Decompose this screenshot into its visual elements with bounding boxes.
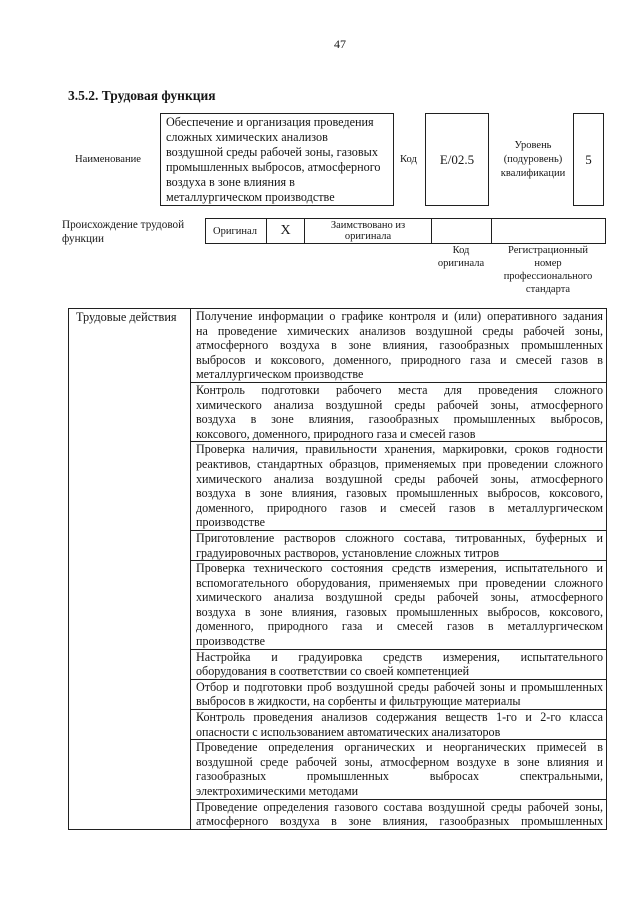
function-code-value: E/02.5 [439,151,475,167]
text-line: атмосферного воздуха в зоне влияния, газообразных промышленных [196,814,603,829]
text-line: Проверка технического состояния средств измерения, испытательного и [196,561,603,576]
text-line: выбросов в жидкости, на сорбенты и фильтрующие материалы [196,694,521,709]
page-number: 47 [334,37,346,51]
text-line: коксового, доменного, природного газа и смесей газов [196,426,476,441]
text-line: оригинала [344,231,392,242]
text-line: реактивов, стандартных образцов, применяемых при проведении сложного [196,456,603,471]
text-line: атмосферного воздуха в зоне влияния, газообразных промышленных [196,338,603,353]
text-line: металлургическом производстве [166,190,335,204]
labor-action-text [191,561,607,650]
text-line: производстве [196,634,265,649]
text-line: Контроль подготовки рабочего места для проведения сложного [196,382,603,397]
function-name-box [160,113,394,206]
text-line: Получение информации о графике контроля и (или) оперативного задания [196,309,603,323]
qualification-level-value: 5 [585,151,592,167]
borrowed-cell [304,219,431,243]
labor-action-text [191,309,607,383]
text-line: Происхождение трудовой [62,219,185,231]
text-line: электрохимическими методами [196,784,359,798]
text-line: квалификации [500,168,566,179]
registration-number-caption [491,244,605,296]
text-line: Код [452,245,470,256]
text-line: профессионального [503,271,593,282]
text-line: доменного, природного газа и смесей газов в металлургическом [196,619,603,634]
text-line: Уровень [514,140,552,151]
code-label: Код [400,154,417,165]
qualification-level-label [493,139,573,181]
labor-action-text [191,710,607,740]
text-line: производстве [196,515,265,530]
labor-action-text [191,740,607,799]
labor-action-text [191,530,607,560]
text-line: сложных химических анализов [166,130,328,144]
original-cell [206,219,266,243]
labor-actions-label: Трудовые действия [69,309,191,830]
text-line: Настройка и градуировка средств измерения, испытательного [196,649,603,664]
qualification-level-box [573,113,604,206]
original-mark: Х [280,223,291,238]
text-line: Проведение определения органических и неорганических примесей в [196,740,603,755]
text-line: металлургическом производстве [196,367,364,382]
labor-action-text [191,649,607,679]
labor-action-text [191,442,607,531]
text-line: доменного, природного газов и смесей газов в металлургическом [196,500,603,515]
labor-action-text [191,679,607,709]
text-line: химического анализа воздушной среды рабочей зоны, атмосферного [196,590,603,605]
text-line: функции [62,232,104,245]
labor-action-row [69,309,607,383]
original-code-cell [431,219,491,243]
text-line: (подуровень) [503,154,563,165]
name-label: Наименование [75,154,141,165]
labor-actions-body [69,309,607,830]
labor-action-text [191,799,607,829]
registration-number-cell [491,219,605,243]
text-line: воздушной среде рабочей зоны, атмосферном воздухе в зоне влияния и [196,754,603,769]
origin-table [205,218,606,244]
origin-label [62,219,184,246]
text-line: газообразных промышленных выбросах спектральными, [196,769,603,784]
text-line: воздуха в зоне влияния, газовых промышленных выбросов, коксового, [196,486,603,501]
original-label: Оригинал [213,225,257,237]
text-line: химического анализа воздушной среды рабочей зоны, атмосферного [196,471,603,486]
text-line: на проведение химических анализов воздушной среды рабочей зоны, [196,323,603,338]
text-line: выбросов и коксового, доменного, природного газа и смесей газов в [196,352,603,367]
borrowed-label [331,220,405,243]
text-line: воздуха в зоне влияния, газообразных промышленных выбросов, [196,412,603,427]
labor-actions-table [68,308,607,830]
text-line: Заимствовано из [330,219,406,231]
labor-action-text [191,382,607,441]
text-line: градуировочных растворов, установление сложных титров [196,545,500,560]
text-line: стандарта [525,284,571,295]
original-mark-cell [266,219,304,243]
text-line: воздушной среды рабочей зоны, газовых [166,145,378,159]
text-line: Обеспечение и организация проведения [166,115,374,129]
text-line: оригинала [437,258,485,269]
text-line: оборудования в соответствии со своей компетенцией [196,664,470,679]
text-line: вспомогательного оборудования, применяемых при проведении сложного [196,575,603,590]
text-line: Отбор и подготовки проб воздушной среды рабочей зоны и промышленных [196,679,603,694]
text-line: воздуха в зоне влияния в [166,175,295,189]
text-line: Регистрационный [508,245,588,256]
text-line: промышленных выбросов, атмосферного [166,160,381,174]
text-line: Контроль проведения анализов содержания веществ 1-го и 2-го класса [196,710,603,725]
text-line: Проверка наличия, правильности хранения, маркировки, сроков годности [196,442,603,457]
text-line: химического анализа воздушной среды рабочей зоны, атмосферного [196,397,603,412]
text-line: Приготовление растворов сложного состава, титрованных, буферных и [196,530,603,545]
original-code-caption [431,244,491,270]
function-code-box [425,113,489,206]
section-heading: 3.5.2. Трудовая функция [68,88,216,103]
text-line: номер [534,258,562,269]
text-line: опасности с использованием автоматических анализаторов [196,724,501,739]
text-line: Проведение определения газового состава воздушной среды рабочей зоны, [196,799,603,814]
text-line: воздуха в зоне влияния, газовых промышленных выбросов, коксового, [196,604,603,619]
